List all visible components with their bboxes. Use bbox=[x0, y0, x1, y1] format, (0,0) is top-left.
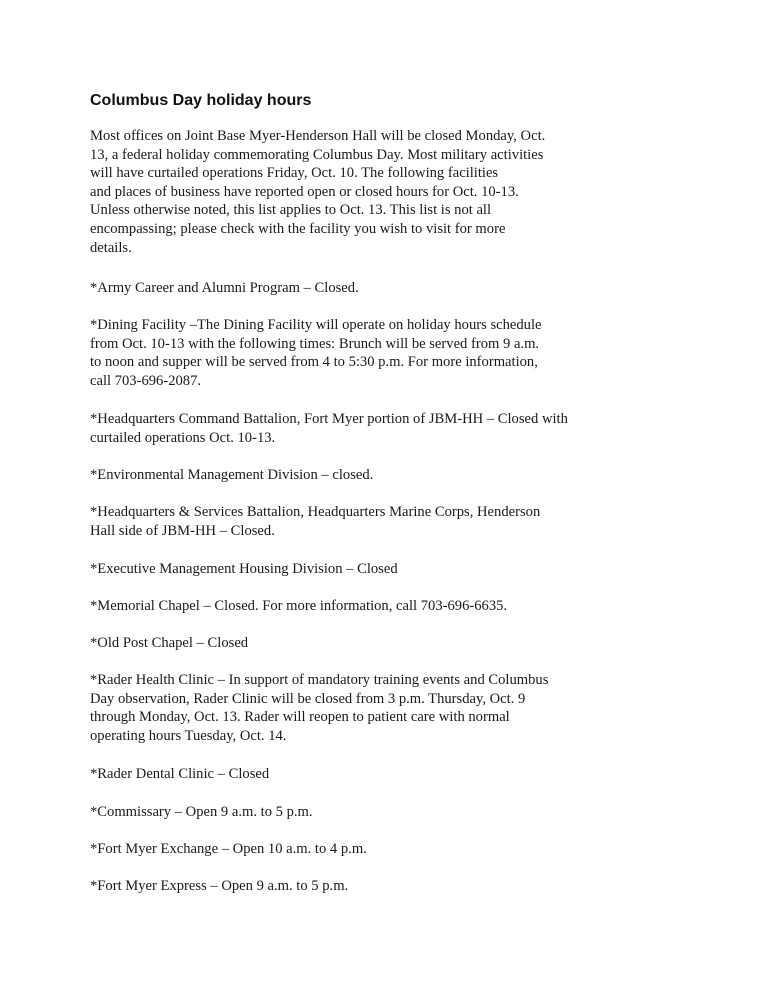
facility-entry bbox=[90, 503, 540, 540]
text-line: call 703-696-2087. bbox=[90, 372, 202, 389]
text-line: details. bbox=[90, 239, 132, 256]
text-line: *Fort Myer Express – Open 9 a.m. to 5 p.m. bbox=[90, 878, 349, 894]
text-line: Hall side of JBM-HH – Closed. bbox=[90, 522, 275, 539]
facility-entry bbox=[90, 316, 542, 390]
text-line: through Monday, Oct. 13. Rader will reopen to patient care with normal bbox=[90, 709, 510, 726]
text-line: Most offices on Joint Base Myer-Henderson Hall will be closed Monday, Oct. bbox=[90, 128, 546, 144]
text-line: *Executive Management Housing Division – Closed bbox=[90, 561, 398, 577]
page-title: Columbus Day holiday hours bbox=[90, 92, 312, 109]
facility-entry bbox=[90, 803, 313, 822]
facility-entry bbox=[90, 466, 373, 485]
text-line: will have curtailed operations Friday, Oct. 10. The following facilities bbox=[90, 165, 499, 182]
text-line: Day observation, Rader Clinic will be closed from 3 p.m. Thursday, Oct. 9 bbox=[90, 690, 526, 707]
text-line: from Oct. 10-13 with the following times: Brunch will be served from 9 a.m. bbox=[90, 335, 540, 352]
facility-entry bbox=[90, 410, 568, 447]
text-line: *Rader Dental Clinic – Closed bbox=[90, 766, 270, 782]
facility-entry bbox=[90, 840, 367, 859]
text-line: *Environmental Management Division – closed. bbox=[90, 467, 374, 483]
text-line: *Headquarters & Services Battalion, Headquarters Marine Corps, Henderson bbox=[90, 504, 541, 520]
text-line: *Rader Health Clinic – In support of mandatory training events and Columbus bbox=[90, 672, 549, 688]
text-line: and places of business have reported open or closed hours for Oct. 10-13. bbox=[90, 183, 519, 200]
facility-entry bbox=[90, 279, 359, 298]
text-line: *Headquarters Command Battalion, Fort Myer portion of JBM-HH – Closed with bbox=[90, 411, 568, 427]
text-line: curtailed operations Oct. 10-13. bbox=[90, 429, 276, 446]
text-line: Unless otherwise noted, this list applies to Oct. 13. This list is not all bbox=[90, 202, 492, 219]
text-line: *Fort Myer Exchange – Open 10 a.m. to 4 p.m. bbox=[90, 841, 367, 857]
text-line: *Army Career and Alumni Program – Closed. bbox=[90, 280, 359, 296]
text-line: operating hours Tuesday, Oct. 14. bbox=[90, 727, 287, 744]
facility-entry bbox=[90, 765, 269, 784]
intro-paragraph bbox=[90, 127, 545, 257]
facility-entry bbox=[90, 634, 248, 653]
text-line: *Old Post Chapel – Closed bbox=[90, 635, 249, 651]
facility-entry bbox=[90, 671, 548, 745]
text-line: encompassing; please check with the facility you wish to visit for more bbox=[90, 220, 506, 237]
text-line: to noon and supper will be served from 4 to 5:30 p.m. For more information, bbox=[90, 354, 538, 371]
facility-entry bbox=[90, 877, 348, 896]
facility-entry bbox=[90, 597, 507, 616]
text-line: 13, a federal holiday commemorating Columbus Day. Most military activities bbox=[90, 146, 544, 163]
facility-entry bbox=[90, 560, 398, 579]
text-line: *Dining Facility –The Dining Facility will operate on holiday hours schedule bbox=[90, 317, 542, 333]
text-line: *Commissary – Open 9 a.m. to 5 p.m. bbox=[90, 804, 313, 820]
text-line: *Memorial Chapel – Closed. For more information, call 703-696-6635. bbox=[90, 598, 508, 614]
